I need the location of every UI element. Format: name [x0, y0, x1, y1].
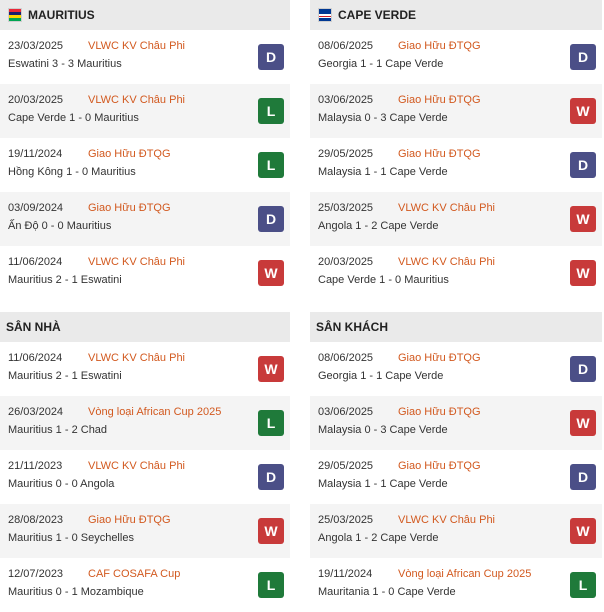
match-competition: Giao Hữu ĐTQG	[398, 94, 481, 106]
match-date: 11/06/2024	[8, 352, 63, 364]
result-badge: D	[258, 464, 284, 490]
mauritius-header-title: MAURITIUS	[28, 8, 95, 22]
match-date: 08/06/2025	[318, 352, 374, 364]
result-badge: L	[570, 572, 596, 598]
match-score: Georgia 1 - 1 Cape Verde	[318, 370, 444, 382]
match-competition: VLWC KV Châu Phi	[88, 256, 186, 268]
match-date: 20/03/2025	[318, 256, 374, 268]
match-score: Mauritania 1 - 0 Cape Verde	[318, 586, 456, 598]
result-badge: W	[258, 356, 284, 382]
result-badge: L	[258, 98, 284, 124]
match-date: 25/03/2025	[318, 202, 374, 214]
match-competition: VLWC KV Châu Phi	[88, 460, 186, 472]
match-competition: Giao Hữu ĐTQG	[398, 40, 481, 52]
match-score: Eswatini 3 - 3 Mauritius	[8, 58, 122, 70]
match-date: 28/08/2023	[8, 514, 64, 526]
match-date: 03/06/2025	[318, 406, 374, 418]
mauritius-flag-icon	[8, 8, 22, 22]
match-competition: VLWC KV Châu Phi	[398, 514, 496, 526]
match-score: Angola 1 - 2 Cape Verde	[318, 220, 439, 232]
match-row[interactable]	[0, 138, 290, 192]
match-competition: Giao Hữu ĐTQG	[398, 460, 481, 472]
result-badge: W	[570, 410, 596, 436]
match-row[interactable]	[310, 558, 602, 612]
match-competition: Giao Hữu ĐTQG	[88, 148, 171, 160]
match-score: Malaysia 0 - 3 Cape Verde	[318, 112, 448, 124]
mauritius-home-list	[0, 342, 290, 612]
match-date: 08/06/2025	[318, 40, 374, 52]
home-header-title: SÂN NHÀ	[6, 320, 61, 334]
match-date: 25/03/2025	[318, 514, 374, 526]
match-row[interactable]	[0, 396, 290, 450]
match-score: Malaysia 1 - 1 Cape Verde	[318, 166, 448, 178]
result-badge: D	[570, 464, 596, 490]
cape-verde-column	[310, 0, 602, 612]
mauritius-column	[0, 0, 290, 612]
result-badge: W	[570, 98, 596, 124]
match-competition: VLWC KV Châu Phi	[88, 94, 186, 106]
match-competition: VLWC KV Châu Phi	[88, 40, 186, 52]
away-header-title: SÂN KHÁCH	[316, 320, 388, 334]
cape-verde-away-list	[310, 342, 602, 612]
match-competition: Vòng loại African Cup 2025	[88, 406, 222, 418]
match-date: 03/09/2024	[8, 202, 64, 214]
match-row[interactable]	[310, 246, 602, 300]
match-row[interactable]	[0, 30, 290, 84]
match-competition: Giao Hữu ĐTQG	[398, 148, 481, 160]
match-date: 19/11/2024	[8, 148, 63, 160]
match-row[interactable]	[0, 450, 290, 504]
match-date: 21/11/2023	[8, 460, 63, 472]
match-row[interactable]	[0, 246, 290, 300]
match-row[interactable]	[310, 192, 602, 246]
match-competition: VLWC KV Châu Phi	[398, 202, 496, 214]
match-competition: VLWC KV Châu Phi	[398, 256, 496, 268]
match-score: Mauritius 0 - 1 Mozambique	[8, 586, 144, 598]
match-date: 03/06/2025	[318, 94, 374, 106]
result-badge: W	[258, 518, 284, 544]
match-score: Mauritius 1 - 2 Chad	[8, 424, 108, 436]
match-score: Malaysia 1 - 1 Cape Verde	[318, 478, 448, 490]
match-competition: Giao Hữu ĐTQG	[398, 406, 481, 418]
cape-verde-recent-list	[310, 30, 602, 300]
match-date: 29/05/2025	[318, 148, 374, 160]
match-score: Angola 1 - 2 Cape Verde	[318, 532, 439, 544]
match-score: Mauritius 0 - 0 Angola	[8, 478, 115, 490]
result-badge: L	[258, 572, 284, 598]
match-date: 11/06/2024	[8, 256, 63, 268]
match-row[interactable]	[310, 342, 602, 396]
match-score: Georgia 1 - 1 Cape Verde	[318, 58, 444, 70]
result-badge: D	[258, 44, 284, 70]
cape-verde-header	[310, 0, 602, 30]
result-badge: D	[570, 356, 596, 382]
match-row[interactable]	[310, 30, 602, 84]
match-date: 29/05/2025	[318, 460, 374, 472]
result-badge: L	[258, 152, 284, 178]
result-badge: L	[258, 410, 284, 436]
result-badge: W	[258, 260, 284, 286]
match-competition: Giao Hữu ĐTQG	[398, 352, 481, 364]
match-date: 26/03/2024	[8, 406, 64, 418]
match-competition: Vòng loại African Cup 2025	[398, 568, 532, 580]
match-date: 23/03/2025	[8, 40, 64, 52]
match-row[interactable]	[310, 504, 602, 558]
match-score: Hồng Kông 1 - 0 Mauritius	[8, 166, 136, 178]
cape-verde-header-title: CAPE VERDE	[338, 8, 417, 22]
match-competition: Giao Hữu ĐTQG	[88, 202, 171, 214]
result-badge: D	[570, 152, 596, 178]
result-badge: D	[258, 206, 284, 232]
match-date: 20/03/2025	[8, 94, 64, 106]
match-row[interactable]	[310, 84, 602, 138]
match-score: Mauritius 2 - 1 Eswatini	[8, 370, 122, 382]
match-row[interactable]	[310, 450, 602, 504]
mauritius-recent-list	[0, 30, 290, 300]
match-row[interactable]	[310, 138, 602, 192]
away-header	[310, 312, 602, 342]
match-score: Malaysia 0 - 3 Cape Verde	[318, 424, 448, 436]
result-badge: W	[570, 518, 596, 544]
home-header	[0, 312, 290, 342]
match-row[interactable]	[310, 396, 602, 450]
match-row[interactable]	[0, 504, 290, 558]
match-score: Mauritius 1 - 0 Seychelles	[8, 532, 134, 544]
mauritius-header	[0, 0, 290, 30]
match-row[interactable]	[0, 342, 290, 396]
match-score: Cape Verde 1 - 0 Mauritius	[318, 274, 449, 286]
match-date: 12/07/2023	[8, 568, 64, 580]
match-row[interactable]	[0, 192, 290, 246]
result-badge: W	[570, 206, 596, 232]
match-competition: CAF COSAFA Cup	[88, 568, 181, 580]
match-competition: VLWC KV Châu Phi	[88, 352, 186, 364]
match-date: 19/11/2024	[318, 568, 373, 580]
match-score: Ấn Độ 0 - 0 Mauritius	[8, 220, 112, 232]
result-badge: D	[570, 44, 596, 70]
match-score: Cape Verde 1 - 0 Mauritius	[8, 112, 139, 124]
match-row[interactable]	[0, 84, 290, 138]
match-competition: Giao Hữu ĐTQG	[88, 514, 171, 526]
cape-verde-flag-icon	[318, 8, 332, 22]
match-row[interactable]	[0, 558, 290, 612]
match-score: Mauritius 2 - 1 Eswatini	[8, 274, 122, 286]
result-badge: W	[570, 260, 596, 286]
